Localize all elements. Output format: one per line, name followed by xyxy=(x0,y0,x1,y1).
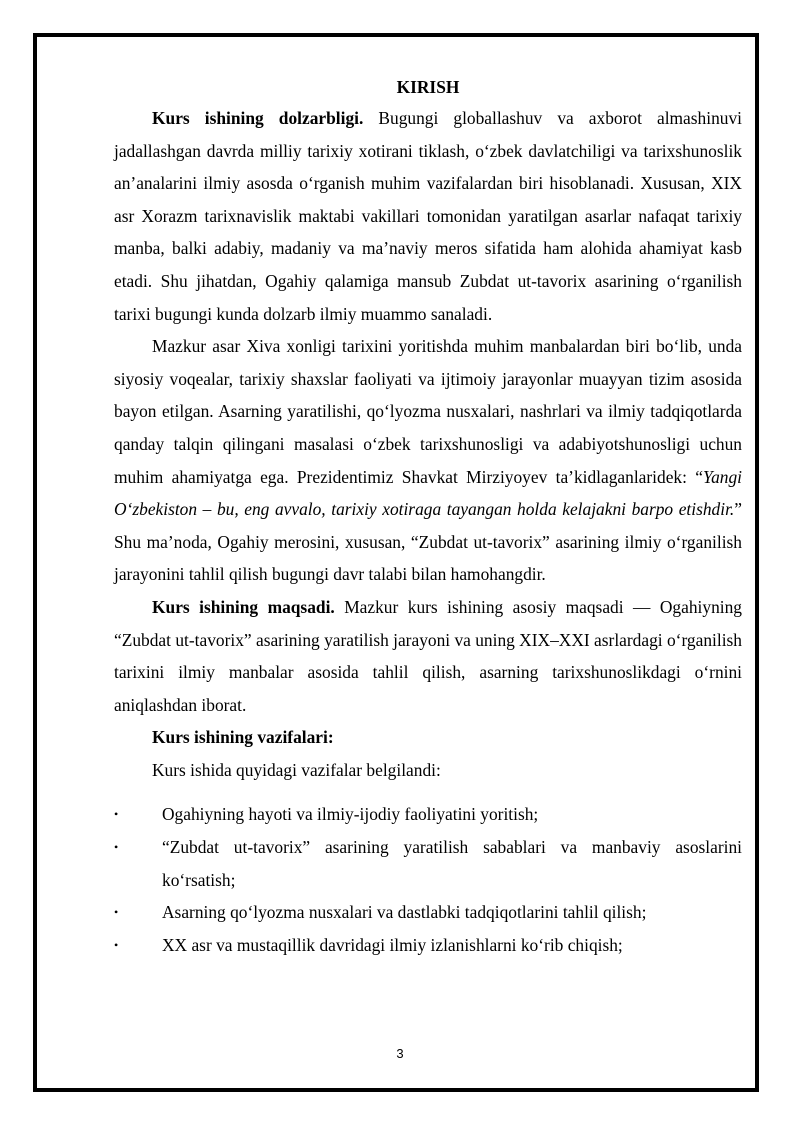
task-text: “Zubdat ut-tavorix” asarining yaratilish sabablari va manbaviy asoslarini ko‘rsatish; xyxy=(162,837,742,890)
section-heading: KIRISH xyxy=(396,77,460,97)
source-text-after-quote: ” Shu ma’noda, Ogahiy merosini, xususan, “Zubdat ut-tavorix” asarining ilmiy o‘rganilish jarayonini tahlil qilish bugungi davr talabi bilan hamohangdir. xyxy=(114,499,742,585)
list-item xyxy=(114,896,742,929)
tasks-list xyxy=(114,798,742,961)
source-text-before-quote: Mazkur asar Xiva xonligi tarixini yoritishda muhim manbalardan biri bo‘lib, unda siyosiy voqealar, tarixiy shaxslar faoliyati va ijtimoiy jarayonlar muayyan tizim asosida bayon etilgan. Asarning yaratilishi, qo‘lyozma nusxalari, nashrlari va ilmiy tadqiqotlarda qanday talqin qilingani masalasi o‘zbek tarixshunosligi va adabiyotshunosligi uchun muhim ahamiyatga ega. Prezidentimiz Shavkat Mirziyoyev ta’kidlaganlaridek: “ xyxy=(114,336,742,487)
bullet-icon: • xyxy=(114,807,119,822)
goal-text: Mazkur kurs ishining asosiy maqsadi — Ogahiyning “Zubdat ut-tavorix” asarining yaratilish jarayoni va uning XIX–XXI asrlardagi o‘rganilish tarixini ilmiy manbalar asosida tahlil qilish, asarning tarixshunoslikdagi o‘rnini aniqlashdan iborat. xyxy=(114,596,742,715)
task-text: Ogahiyning hayoti va ilmiy-ijodiy faoliyatini yoritish; xyxy=(162,804,539,825)
bullet-icon: • xyxy=(114,937,119,952)
page-number: 3 xyxy=(396,1046,404,1061)
tasks-heading: Kurs ishining vazifalari: xyxy=(152,727,334,748)
president-quote: Yangi O‘zbekiston – bu, eng avvalo, tarixiy xotiraga tayangan holda kelajakni barpo etishdir. xyxy=(114,466,742,520)
list-item xyxy=(114,798,742,831)
paragraph-relevance xyxy=(114,102,742,330)
goal-label: Kurs ishining maqsadi. xyxy=(152,596,335,617)
bullet-icon: • xyxy=(114,840,119,855)
paragraph-goal xyxy=(114,591,742,721)
tasks-intro: Kurs ishida quyidagi vazifalar belgilandi: xyxy=(152,759,441,780)
task-text: XX asr va mustaqillik davridagi ilmiy izlanishlarni ko‘rib chiqish; xyxy=(162,934,623,955)
relevance-label: Kurs ishining dolzarbligi. xyxy=(152,108,364,128)
list-item xyxy=(114,929,742,962)
paragraph-source-description xyxy=(114,330,742,591)
bullet-icon: • xyxy=(114,905,119,920)
task-text: Asarning qo‘lyozma nusxalari va dastlabki tadqiqotlarini tahlil qilish; xyxy=(162,902,647,923)
page-content xyxy=(114,72,742,961)
list-item xyxy=(114,831,742,896)
relevance-text: Bugungi globallashuv va axborot almashinuvi jadallashgan davrda milliy tarixiy xotirani tiklash, o‘zbek davlatchiligi va tarixshunoslik an’analarini ilmiy asosda o‘rganish muhim vazifalardan biri hisoblanadi. Xususan, XIX asr Xorazm tarixnavislik maktabi vakillari tomonidan yaratilgan asarlar nafaqat tarixiy manba, balki adabiy, madaniy va ma’naviy meros sifatida ham alohida ahamiyat kasb etadi. Shu jihatdan, Ogahiy qalamiga mansub Zubdat ut-tavorix asarining o‘rganilish tarixi bugungi kunda dolzarb ilmiy muammo sanaladi. xyxy=(114,108,742,324)
